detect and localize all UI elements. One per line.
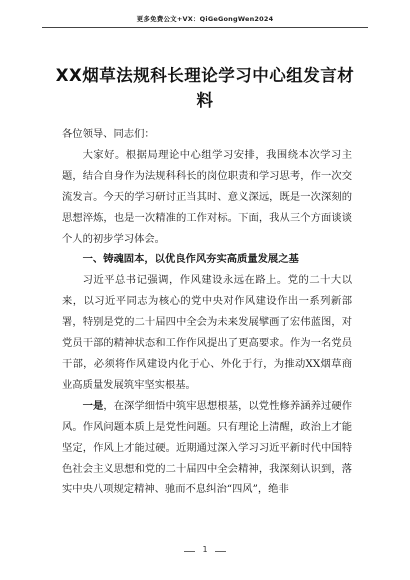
footer-dash-left [184, 551, 195, 552]
footer-dash-right [215, 551, 226, 552]
header-note: 更多免费公文+VX：QiGeGongWen2024 [136, 15, 274, 23]
document-body [62, 124, 352, 500]
point-text: ，在深学细悟中筑牢思想根基，以党性修养涵养过硬作风。作风问题本质上是党性问题。只有理论上清醒，政治上才能坚定，作风上才能过硬。近期通过深入学习习近平新时代中国特色社会主义思想和党的二十届四中全会精神，我深刻认识到，落实中央八项规定精神、驰而不息纠治“四风”，绝非 [62, 399, 353, 496]
section-paragraph: 习近平总书记强调，作风建设永远在路上。党的二十大以来，以习近平同志为核心的党中央对作风建设作出一系列新部署，特别是党的二十届四中全会为未来发展擘画了宏伟蓝图，对党员干部的精神状态和工作作风提出了更高要求。作为一名党员干部，必须将作风建设内化于心、外化于行，为推动XX烟草商业高质量发展筑牢坚实根基。 [62, 274, 352, 391]
salutation: 各位领导、同志们： [62, 128, 155, 140]
page-number: 1 [202, 545, 208, 554]
header-divider [42, 27, 368, 28]
point-paragraph [62, 396, 352, 501]
section-heading: 一、铸魂固本，以优良作风夯实高质量发展之基 [82, 253, 299, 266]
document-title: XX烟草法规科长理论学习中心组发言材料 [55, 66, 355, 110]
intro-paragraph: 大家好。根据局理论中心组学习安排，我围绕本次学习主题，结合自身作为法规科科长的岗位职责和学习思考，作一次交流发言。今天的学习研讨正当其时、意义深远，既是一次深刻的思想淬炼，也是一次精准的工作对标。下面，我从三个方面谈谈个人的初步学习体会。 [62, 148, 352, 245]
point-lead: 一是 [82, 399, 104, 412]
